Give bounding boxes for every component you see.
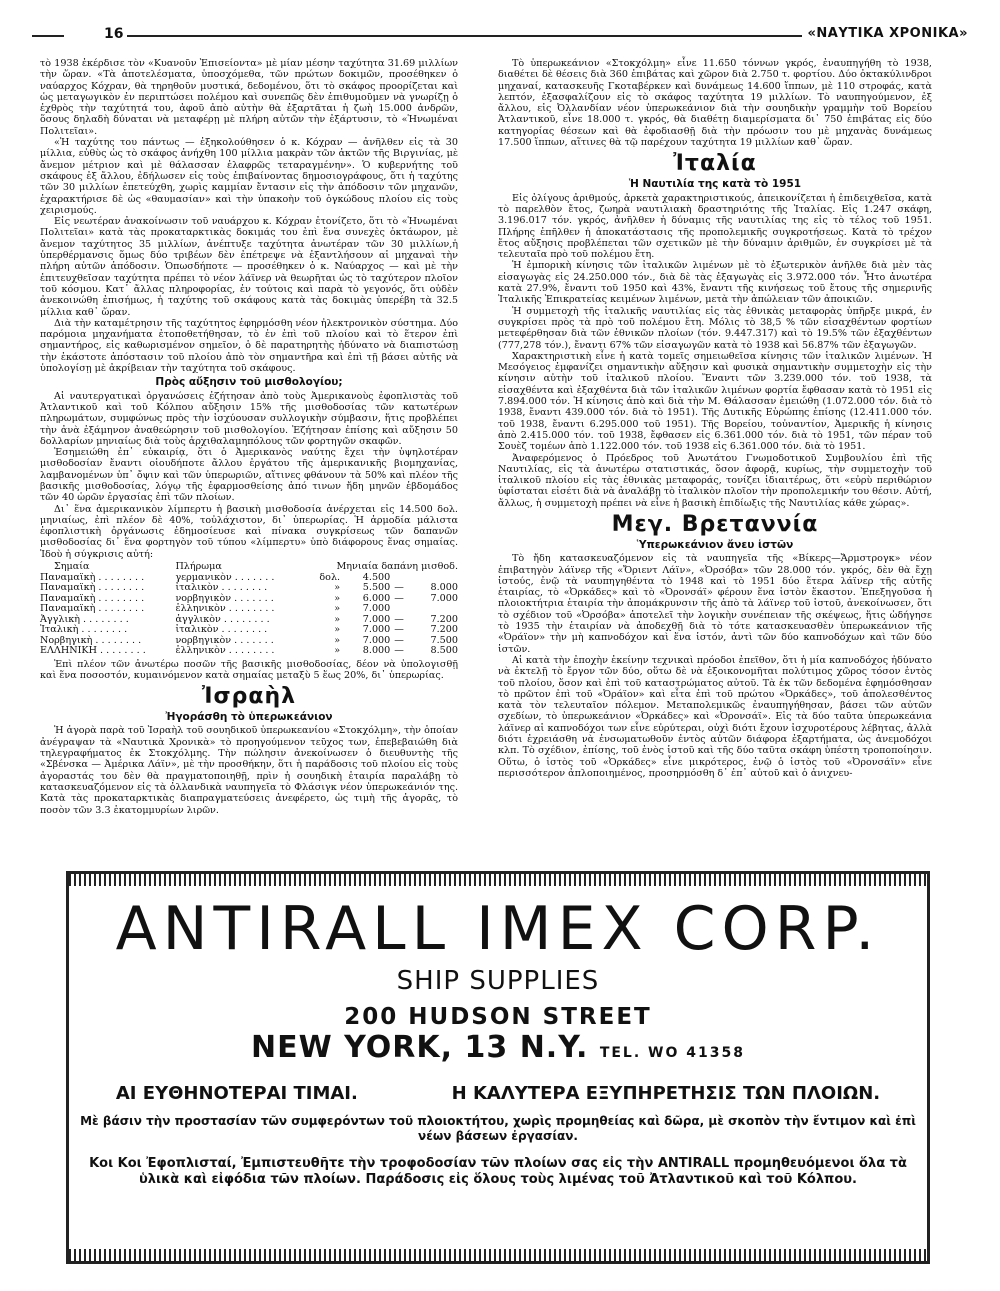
- table-cell: νορβηγικὸν . . . . . . .: [175, 592, 274, 604]
- table-row: [40, 646, 458, 657]
- table-cell: νορβηγικὸν . . . . . . .: [175, 634, 274, 646]
- ad-telephone: TEL. WO 41358: [599, 1045, 745, 1061]
- table-cell: —: [394, 613, 404, 625]
- ad-text: Κοι Κοι Ἐφοπλισταί, Ἐμπιστευθῆτε τὴν τροφοδοσίαν τῶν πλοίων σας εἰς τὴν ANTIRALL προμηθευόμενοι ὅλα τὰ ὑλικὰ καὶ εἰφόδια τῶν πλοίων. Παράδοσις εἰς ὅλους τοὺς λιμένας τοῦ Ἀτλαντικοῦ καὶ τοῦ Κόλπου.: [89, 1156, 907, 1187]
- paragraph: Ἀναφερόμενος ὁ Πρόεδρος τοῦ Ἀνωτάτου Γνωμοδοτικοῦ Συμβουλίου ἐπὶ τῆς Ναυτιλίας, εἰς τὰ ἀνωτέρω στατιστικάς, ὅσον ἀφορᾷ, κυρίως, τὴν συμμετοχὴν τοῦ ἰταλικοῦ πλοίου εἰς τὰς ἐθνικὰς μεταφοράς, τονίζει ἰδιαιτέρως, ὅτι «εὐρὺ περιθώριον ὑφίσταται εἰσέτι διὰ νὰ ἀναλάβῃ τὸ ἰταλικὸν πλοῖον τὴν προπολεμικήν του θέσιν. Αὐτή, ἄλλως, ἡ συμμετοχὴ πρέπει νὰ εἶνε ἡ βασικὴ ἐπιδίωξις τῆς Ναυτιλίας κάθε χώρας».: [498, 452, 932, 509]
- section-subtitle-italy: Ἡ Ναυτιλία της κατὰ τὸ 1951: [628, 178, 802, 191]
- page-number: 16: [64, 26, 127, 42]
- ad-text: Μὲ βάσιν τὴν προστασίαν τῶν συμφερόντων τοῦ πλοιοκτήτου, χωρὶς προμηθείας καὶ δῶρα, μὲ σκοπὸν τὴν ἔντιμον καὶ ἐπὶ νέων βάσεων ἐργασίαν.: [80, 1114, 916, 1143]
- paragraph: Χαρακτηριστικὴ εἶνε ἡ κατὰ τομεῖς σημειωθεῖσα κίνησις τῶν ἰταλικῶν λιμένων. Ἡ Μεσόγειος ἐμφανίζει σημαντικὴν αὔξησιν καὶ φυσικὰ σημαντικὴν συμμετοχὴν εἰς τὴν κίνησιν αὐτὴν τοῦ ἰταλικοῦ πλοίου. Ἔναντι τῶν 3.239.000 τόν. τοῦ 1938, τὰ εἰσαχθέντα καὶ ἐξαχθέντα διὰ τῶν ἰταλικῶν λιμένων φορτία ἔφθασαν κατὰ τὸ 1951 εἰς 7.894.000 τόν. Ἡ κίνησις ἀπὸ καὶ διὰ τὴν Μ. Θάλασσαν ἐμειώθη (1.072.000 τόν. διὰ τὸ 1938, ἔναντι 439.000 τόν. διὰ τὸ 1951). Τῆς Δυτικῆς Εὐρώπης ἐπίσης (12.411.000 τόν. τοῦ 1938, ἔναντι 6.295.000 τοῦ 1951). Τῆς Βορείου, τοὐναντίον, Ἀμερικῆς ἡ κίνησις ἀπὸ 2.415.000 τόν. τοῦ 1938, ἔφθασεν εἰς 6.361.000 τόν. διὰ τὸ 1951, τῶν πέραν τοῦ Σουὲζ τομέων ἀπὸ 1.122.000 τόν. τοῦ 1938 εἰς 6.361.000 τόν. διὰ τὸ 1951.: [498, 350, 932, 453]
- paragraph: Αἱ ναυτεργατικαὶ ὀργανώσεις ἐζήτησαν ἀπὸ τοὺς Ἀμερικανοὺς ἐφοπλιστὰς τοῦ Ἀτλαντικοῦ καὶ τοῦ Κόλπου αὔξησιν 15% τῆς μισθοδοσίας τῶν κατωτέρων πληρωμάτων, συμφώνως πρὸς τὴν ἰσχύουσαν συλλογικὴν σύμβασιν, ἥτις προβλέπει τὴν ἀνὰ ἑξάμηνον ἀναθεώρησιν τοῦ μισθολογίου. Ἐζήτησαν ἐπίσης καὶ αὔξησιν 50 δολλαρίων μηνιαίως διὰ τοὺς ἀρχιθαλαμηπόλους τῶν φορτηγῶν σκαφῶν.: [40, 390, 458, 447]
- table-cell: —: [394, 645, 404, 657]
- table-cell: 7.000: [362, 634, 391, 646]
- table-row: [40, 583, 458, 594]
- table-cell: ἑλληνικὸν . . . . . . . .: [175, 645, 275, 657]
- ad-company-name: ANTIRALL IMEX CORP.: [115, 894, 881, 964]
- section-title-italy: Ἰταλία: [673, 151, 757, 177]
- table-cell: ΕΛΛΗΝΙΚΗ . . . . . . . .: [40, 645, 146, 657]
- table-cell: δολ.: [319, 571, 341, 583]
- table-row: [40, 625, 458, 636]
- running-head: «ΝΑΥΤΙΚΑ ΧΡΟΝΙΚΑ»: [802, 26, 968, 41]
- wage-comparison-table: [40, 562, 458, 657]
- ad-border-stripes: [69, 874, 927, 886]
- paragraph: Διὰ τὴν καταμέτρησιν τῆς ταχύτητος ἐφηρμόσθη νέον ἠλεκτρονικὸν σύστημα. Δύο παρόμοια μηχανήματα ἐτοποθετήθησαν, τὸ ἐν ἐπὶ τοῦ πλοίου καὶ τὸ ἕτερον ἐπὶ σημαντήρος, εἰς καθωρισμένον σημεῖον, ὁ δὲ παρατηρητὴς ἠδύνατο νὰ διαπιστώσῃ τὴν ἑκάστοτε ἀπόστασιν τοῦ πλοίου ἀπὸ τὸν σημαντῆρα καὶ ἐπὶ τῇ βάσει αὐτῆς νὰ ὑπολογίσῃ μὲ ἀκρίβειαν τὴν ταχύτητα τοῦ σκάφους.: [40, 317, 458, 375]
- ad-slogans: [69, 1083, 927, 1104]
- table-cell: 7.000: [362, 603, 391, 615]
- table-cell: »: [334, 613, 341, 625]
- table-cell: »: [334, 582, 341, 594]
- table-cell: 7.200: [430, 613, 458, 625]
- paragraph: Τὸ ὑπερωκεάνιον «Στοκχόλμη» εἶνε 11.650 τόννων γκρός, ἐναυπηγήθη τὸ 1938, διαθέτει δὲ θέσεις διὰ 360 ἐπιβάτας καὶ χῶρον διὰ 2.750 τ. φορτίου. Δύο ὀκτακύλινδροι μηχαναί, κατασκευῆς Γκοταβέρκεν καὶ δυνάμεως 14.600 ἵππων, μὲ 110 στροφάς, κατὰ λεπτόν, ἐξασφαλίζουν εἰς τὸ σκάφος ταχύτητα 19 μιλλίων. Τὸ ναυπηγούμενον, ἐξ ἄλλου, εἰς Ὀλλανδίαν νέον ὑπερωκεάνιον διὰ τὴν σουηδικὴν γραμμὴν τοῦ Βορείου Ἀτλαντικοῦ, εἶνε 18.000 τ. γκρός, θὰ διαθέτῃ διαμερίσματα δι᾽ 750 ἐπιβάτας εἰς δύο κατηγορίας θέσεων καὶ θὰ ἐφοδιασθῇ διὰ τὴν πρόωσιν του μὲ μηχανὰς δυνάμεως 17.500 ἵππων, αἵτινες θὰ τῷ παρέχουν ταχύτητα 19 μιλλίων καθ᾽ ὥραν.: [498, 58, 932, 149]
- table-cell: Παναμαϊκὴ . . . . . . . .: [40, 582, 145, 594]
- table-cell: »: [334, 603, 341, 615]
- paragraph: Εἰς ὀλίγους ἀριθμούς, ἀρκετὰ χαρακτηριστικούς, ἀπεικονίζεται ἡ ἐπιδειχθεῖσα, κατὰ τὸ παρελθὸν ἔτος, ζωηρὰ ναυτιλιακὴ δραστηριότης τῆς Ἰταλίας. Εἰς 1.247 σκάφη, 3.196.017 τόν. γκρός, ἀνῆλθεν ἡ δύναμις τῆς ναυτιλίας της εἰς τὸ τέλος τοῦ 1951. Πλήρης ἐπῆλθεν ἡ ἀποκατάστασις τῆς προπολεμικῆς συγκροτήσεως. Κατὰ τὸ τρέχον ἔτος αὔξησις προβλέπεται τῶν σχετικῶν μὲ τὴν δύναμιν ἀριθμῶν, ἐν συγκρίσει μὲ τὰ τελευταῖα πρὸ τοῦ πολέμου ἔτη.: [498, 192, 932, 261]
- ad-city-line: [69, 1030, 927, 1065]
- table-header-cell: Μηνιαία δαπάνη μισθοδ.: [336, 561, 458, 573]
- section-title-britain: Μεγ. Βρεταννία: [611, 511, 819, 537]
- table-cell: Ἰταλικὴ . . . . . . . .: [40, 624, 128, 636]
- table-header-cell: Πλήρωμα: [175, 561, 222, 573]
- table-cell: Παναμαϊκὴ . . . . . . . .: [40, 592, 145, 604]
- table-cell: 4.500: [362, 571, 391, 583]
- table-cell: ἑλληνικὸν . . . . . . . .: [175, 603, 275, 615]
- ad-border-stripes: [69, 1249, 927, 1261]
- table-cell: 8.500: [430, 645, 458, 657]
- table-cell: 7.000: [430, 592, 458, 604]
- page-header: [32, 26, 968, 46]
- section-subtitle-britain: Ὑπερωκεάνιον ἄνευ ἱστῶν: [636, 538, 794, 551]
- paragraph: Ἐσημειώθη ἐπ᾽ εὐκαιρίᾳ, ὅτι ὁ Ἀμερικανὸς ναύτης ἔχει τὴν ὑψηλοτέραν μισθοδοσίαν ἔναντι οἱουδήποτε ἄλλου ἐργάτου τῆς ἀμερικανικῆς βιομηχανίας, λαμβανομένων ὑπ᾽ ὄψιν καὶ τῶν ὑπερωριῶν, αἵτινες φθάνουν τὰ 50% καὶ πλέον τῆς βασικῆς μισθοδοσίας, λόγῳ τῆς ἐφαρμοσθείσης ἀπό τινων ἤδη μηνῶν ἑβδομάδος τῶν 40 ὡρῶν ἐργασίας ἐπὶ τῶν πλοίων.: [40, 447, 458, 504]
- table-cell: 7.200: [430, 624, 458, 636]
- table-header-row: [40, 562, 458, 573]
- table-cell: 7.500: [430, 634, 458, 646]
- table-cell: 8.000: [362, 645, 391, 657]
- paragraph: Αἱ κατὰ τὴν ἐποχὴν ἐκείνην τεχνικαὶ πρόοδοι ἐπεῖθον, ὅτι ἡ μία καπνοδόχος ἠδύνατο νὰ ἐκτελῇ τὸ ἔργον τῶν δύο, οὕτω δὲ νὰ ἐξοικονομῆται πολύτιμος χῶρος τόσον ἐντὸς τοῦ πλοίου, ὅσον καὶ ἐπὶ τοῦ καταστρώματος αὐτοῦ. Τὰ ἐκ τῶν δεδομένα ἐφημόσθησαν τὸ πρῶτον ἐπὶ τοῦ «Ὀράϊον» καὶ εἶτα ἐπὶ τοῦ πρώτου «Ὀρκάδες», τοῦ ἀπολεσθέντος κατὰ τὸν τελευταῖον πόλεμον. Μεταπολεμικῶς ἐναυπηγήθησαν, βάσει τῶν αὐτῶν σχεδίων, τὸ ὑπερωκεάνιον «Ὀρκάδες» καὶ «Ὀρονσάϊ». Εἰς τὰ δύο ταῦτα ὑπερωκεάνια λάϊνερ αἱ καπνοδόχοι των εἶνε εὐρύτεραι, οὐχὶ διότι ἔχουν ἰσχυροτέρους λέβητας, ἀλλὰ διότι ἐχρειάσθη νὰ ἐνσωματωθοῦν ἐντὸς αὐτῶν διάφορα ἐξαρτήματα, ὡς ἀνεμοδόχοι κλπ. Τὸ σχέδιον, ἐπίσης, τοῦ ἑνὸς ἱστοῦ καὶ τῆς δύο ταῦτα σκάφη ὑπέστη τροποποίησιν. Οὕτω, ὁ ἱστὸς τοῦ «Ὀρκάδες» εἶνε μικρότερος, ἐνῷ ὁ ἱστὸς τοῦ «Ὀρονσάϊν» εἶνε περισσότερον ἀπλοποιημένος, προσηρμόσθη δ᾽ ἐπ᾽ αὐτοῦ καὶ ὁ ἀνιχνευ-: [498, 654, 932, 779]
- table-cell: Νορβηγικὴ . . . . . . . .: [40, 634, 142, 646]
- paragraph: τὸ 1938 ἐκέρδισε τὸν «Κυανοῦν Ἐπισείοντα» μὲ μίαν μέσην ταχύτητα 31.69 μιλλίων τὴν ὥραν. «Τὰ ἀποτελέσματα, ὑποσχόμεθα, τῶν πρώτων δοκιμῶν, προσέθηκεν ὁ ναύαρχος Κόχραν, θὰ τηρηθοῦν μυστικά, δεδομένου, ὅτι τὸ σκάφος προορίζεται καὶ ὡς μεταγωγικὸν ἐν περιπτώσει πολέμου καὶ συνεπῶς δὲν ἐπιθυμοῦμεν νὰ γνωρίζῃ ὁ ἐχθρὸς τὴν ταχύτητά του, ἀφοῦ ἀπὸ αὐτὴν θὰ ἐξαρτᾶται ἡ ζωὴ 15.000 ἀνδρῶν, ὅσους δηλαδὴ δύναται νὰ μεταφέρῃ μὲ πλήρη αὐτῶν τὴν ἐξάρτυσιν, τὸ «Ἡνωμέναι Πολιτεῖαι».: [40, 58, 458, 137]
- paragraph: «Ἡ ταχύτης του πάντως — ἐξηκολούθησεν ὁ κ. Κόχραν — ἀνῆλθεν εἰς τὰ 30 μίλλια, εὐθὺς ὡς τὸ σκάφος ἀνήχθη 100 μίλλια μακρὰν τῶν ἀκτῶν τῆς Βιργινίας, μὲ ἄνεμον μέτριον καὶ μὲ θάλασσαν ἐλαφρῶς τεταραγμένην». Ὁ κυβερνήτης τοῦ σκάφους ἐξ ἄλλου, ἐδήλωσεν εἰς τοὺς ἐπιβαίνοντας δημοσιογράφους, ὅτι ἡ ταχύτης τῶν 30 μιλλίων ἐπετεύχθη, χωρὶς καμμίαν ἔντασιν εἰς τὴν ἀπόδοσιν τῶν μηχανῶν, ἐχαρακτήρισε δὲ ὡς «θαυμασίαν» καὶ τὴν ὑπακοὴν τοῦ ὀγκώδους πλοίου εἰς τοὺς χειρισμούς.: [40, 137, 458, 216]
- paragraph: Ἐπὶ πλέον τῶν ἀνωτέρω ποσῶν τῆς βασικῆς μισθοδοσίας, δέον νὰ ὑπολογισθῇ καὶ ἕνα ποσοστόν, κυμαινόμενον κατὰ σημαίας μεταξὺ 5 ἕως 20%, δι᾽ ὑπερωρίας.: [40, 658, 458, 681]
- ad-slogan-left: ΑΙ ΕΥΘΗΝΟΤΕΡΑΙ ΤΙΜΑΙ.: [115, 1083, 358, 1104]
- table-cell: ἰταλικὸν . . . . . . . .: [175, 582, 268, 594]
- table-cell: γερμανικὸν . . . . . . .: [175, 571, 275, 583]
- table-cell: ἀγγλικὸν . . . . . . . .: [175, 613, 270, 625]
- section-heading-wages: Πρὸς αὔξησιν τοῦ μισθολογίου;: [155, 376, 343, 389]
- ad-tagline: SHIP SUPPLIES: [396, 966, 600, 996]
- table-cell: »: [334, 624, 341, 636]
- table-cell: »: [334, 645, 341, 657]
- table-cell: 6.000: [362, 592, 391, 604]
- table-cell: Παναμαϊκὴ . . . . . . . .: [40, 603, 145, 615]
- paragraph: Ἡ ἀγορὰ παρὰ τοῦ Ἰσραὴλ τοῦ σουηδικοῦ ὑπερωκεανίου «Στοκχόλμη», τὴν ὁποίαν ἀνέγραψαν τὰ «Ναυτικὰ Χρονικὰ» τὸ προηγούμενον τεῦχος των, ἐπεβεβαιώθη διὰ τηλεγραφήματος ἐκ Στοκχόλμης. Τὴν πώλησιν ἀνεκοίνωσεν ὁ διευθυντὴς τῆς «Σβένσκα — Ἀμέρικα Λάϊν», μὲ τὴν προσθήκην, ὅτι ἡ παράδοσις τοῦ πλοίου εἰς τοὺς ἀγοραστάς του δὲν θὰ πραγματοποιηθῇ, πρὶν ἡ σουηδικὴ ἑταιρία παραλάβῃ τὸ κατασκευαζόμενον εἰς τὰ ὀλλανδικὰ ναυπηγεῖα τὸ Φλάσιγκ νέον ὑπερωκεάνιόν της. Κατὰ τὰς προκαταρκτικὰς διαπραγματεύσεις ἀνεφέρετο, ὡς τιμὴ τῆς ἀγορᾶς, τὸ ποσὸν τῶν 3.3 ἑκατομμυρίων λιρῶν.: [40, 725, 458, 816]
- paragraph: Δι᾽ ἕνα ἀμερικανικὸν λίμπερτυ ἡ βασικὴ μισθοδοσία ἀνέρχεται εἰς 14.500 δολ. μηνιαίως, ἐπὶ πλέον δὲ 40%, τοὐλάχιστον, δι᾽ ὑπερωρίας. Ἡ ἁρμοδία μάλιστα ἐφοπλιστικὴ ὀργάνωσις ἐδημοσίευσε καὶ πίνακα συγκρίσεως τῶν δαπανῶν μισθοδοσίας δι᾽ ἕνα φορτηγὸν τοῦ τύπου «λίμπερτυ» ὑπὸ διάφορους ἕνας σημαίας. Ἰδοὺ ἡ σύγκρισις αὐτή:: [40, 503, 458, 560]
- table-cell: 8.000: [430, 582, 458, 594]
- paragraph: Τὸ ἤδη κατασκευαζόμενον εἰς τὰ ναυπηγεῖα τῆς «Βίκερς—Ἄρμστρογκ» νέον ἐπιβατηγὸν λάϊνερ τῆς «Ὄριεντ Λάϊν», «Ὀρσόβα» τῶν 28.000 τόν. γκρός, δὲν θὰ ἔχῃ ἱστούς, ἐνῷ τὰ ναυπηγηθέντα τὸ 1948 καὶ τὸ 1951 δύο ἕτερα λάϊνερ τῆς αὐτῆς ἑταιρίας, τὸ «Ὀρκάδες» καὶ τὸ «Ὀρονσάϊ» φέρουν ἕνα ἱστὸν ἕκαστον. Ἐπεξηγοῦσα ἡ πλοιοκτήτρια ἑταιρία τὴν ἀπομάκρυνσιν τῆς ἀπὸ τὰ λάϊνερ τοῦ ἱστοῦ, ἀνεκοίνωσεν, ὅτι τὸ σχέδιον τοῦ «Ὀρσόβα» ἀποτελεῖ τὴν λογικὴν συνέπειαν τῆς σκέψεως, ἥτις ὡδήγησε τὸ 1935 τὴν ἑταιρίαν νὰ ἀποδεχθῇ διὰ τὸ τότε κατασκευασθὲν ὑπερωκεάνιον τῆς «Ὀράϊον» τὴν μὴ καπνοδόχον καὶ ἕνα ἱστόν, ἀντὶ τῶν δύο καπνοδόχων καὶ τῶν δύο ἱστῶν.: [498, 553, 932, 655]
- section-title-israel: Ἰσραὴλ: [201, 684, 297, 710]
- table-cell: 7.000: [362, 613, 391, 625]
- table-cell: »: [334, 634, 341, 646]
- table-cell: —: [394, 634, 404, 646]
- table-header-cell: Σημαία: [54, 561, 90, 573]
- table-cell: Ἀγγλικὴ . . . . . . . .: [40, 613, 129, 625]
- ad-content: [69, 886, 927, 1249]
- table-cell: [390, 604, 408, 615]
- paragraph: Ἡ συμμετοχὴ τῆς ἰταλικῆς ναυτιλίας εἰς τὰς ἐθνικὰς μεταφορὰς ὑπῆρξε μικρά, ἐν συγκρίσει πρὸς τὰ πρὸ τοῦ πολέμου ἔτη. Μόλις τὸ 38,5 % τῶν εἰσαχθέντων φορτίων μετεφέρθησαν διὰ τῶν ἐθνικῶν πλοίων (τόν. 9.447.317) καὶ τὸ 19.5% τῶν ἐξαχθέντων (777,278 τόν.), ἔναντι 67% τῶν εἰσαγωγῶν κατὰ τὸ 1938 καὶ 56.87% τῶν ἐξαγωγῶν.: [498, 305, 932, 351]
- ad-city: NEW YORK, 13 N.Y.: [251, 1030, 589, 1065]
- left-column: [40, 58, 458, 816]
- table-row: [40, 604, 458, 615]
- table-cell: —: [394, 582, 404, 594]
- ad-slogan-right: Η ΚΑΛΥΤΕΡΑ ΕΞΥΠΗΡΕΤΗΣΙΣ ΤΩΝ ΠΛΟΙΩΝ.: [451, 1083, 881, 1104]
- table-cell: ἰταλικὸν . . . . . . . .: [175, 624, 268, 636]
- paragraph: Ἡ ἐμπορικὴ κίνησις τῶν ἰταλικῶν λιμένων μὲ τὸ ἐξωτερικὸν ἀνῆλθε διὰ μὲν τὰς εἰσαγωγὰς εἰς 24.250.000 τόν., διὰ δὲ τὰς ἐξαγωγὰς εἰς 3.972.000 τόν. Ἦτο ἀνωτέρα κατὰ 27.9%, ἔναντι τοῦ 1950 καὶ 43%, ἔναντι τῆς κινήσεως τοῦ ἔτους τῆς σημερινῆς Ἰταλικῆς Ἐπικρατείας κειμένων λιμένων, μετὰ τὴν ἀπώλειαν τῶν ἀποικιῶν.: [498, 260, 932, 306]
- ad-address: 200 HUDSON STREET: [344, 1004, 652, 1030]
- table-cell: —: [394, 624, 404, 636]
- advertisement: [66, 871, 930, 1264]
- table-cell: »: [334, 592, 341, 604]
- table-cell: [408, 604, 458, 615]
- section-subtitle-israel: Ἠγοράσθη τὸ ὑπερωκεάνιον: [165, 711, 333, 724]
- table-cell: —: [394, 592, 404, 604]
- table-cell: 7.000: [362, 624, 391, 636]
- right-column: [498, 58, 932, 779]
- table-cell: 5.500: [362, 582, 391, 594]
- paragraph: Εἰς νεωτέραν ἀνακοίνωσιν τοῦ ναυάρχου κ. Κόχραν ἐτονίζετο, ὅτι τὸ «Ἡνωμέναι Πολιτεῖαι» κατὰ τὰς προκαταρκτικὰς δοκιμάς του ἐπὶ ἕνα συνεχὲς ὀκτάωρον, μὲ ἄνεμον ταχύτητος 35 μιλλίων, ἀνέπτυξε ταχύτητα ἀνωτέραν τῶν 30 μιλλίων,ἡ ὑπερθέρμανσις ὅμως δύο τριβέων δὲν ἐπέτρεψε νὰ ἐξαντλήσουν αἱ μηχαναὶ τὴν πλήρη αὐτῶν ἀπόδοσιν. Ὁπωσδήποτε — προσέθηκεν ὁ κ. Ναύαρχος — καὶ μὲ τὴν ἐπιτευχθεῖσαν ταχύτητα πρέπει τὸ νέον λάϊνερ νὰ θεωρῆται ὡς τὸ ταχύτερον πλοῖον τοῦ κόσμου. Κατ᾽ ἄλλας πληροφορίας, ἐν τούτοις καὶ παρὰ τὸ γεγονός, ὅτι οὐδὲν ἀνεκοινώθη ἐπισήμως, ἡ ταχύτης τοῦ σκάφους κατὰ τὰς δοκιμὰς ὑπερέβη τὰ 32.5 μίλλια καθ᾽ ὥραν.: [40, 216, 458, 318]
- table-cell: Παναμαϊκὴ . . . . . . . .: [40, 571, 145, 583]
